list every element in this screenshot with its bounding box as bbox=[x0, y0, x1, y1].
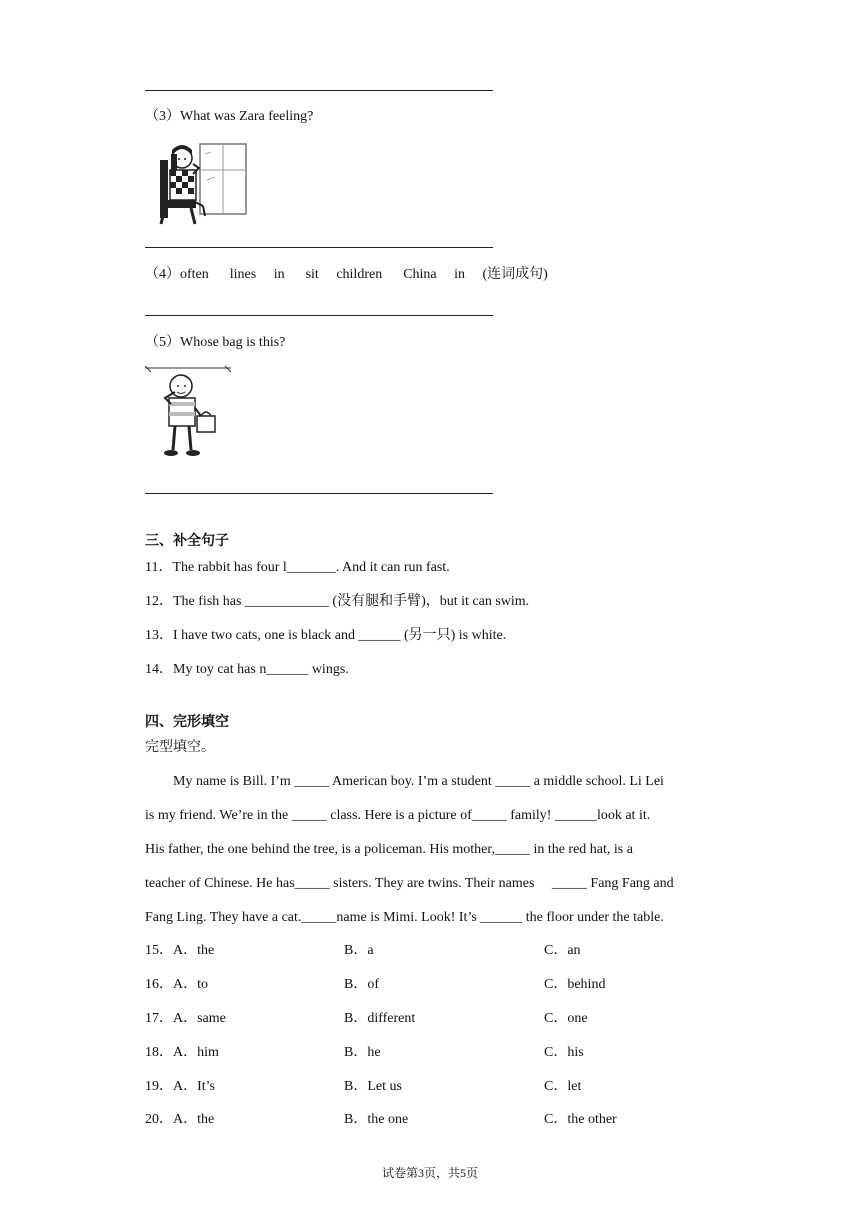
answer-line-5 bbox=[145, 493, 493, 494]
page-footer: 试卷第3页，共5页 bbox=[381, 1166, 478, 1180]
option-c[interactable]: C．behind bbox=[544, 977, 606, 992]
question-number: 20． bbox=[145, 1112, 173, 1127]
question-number: 16． bbox=[145, 977, 173, 992]
option-c[interactable]: C．one bbox=[544, 1011, 588, 1026]
passage-line-4: teacher of Chinese. He has_____ sisters. They are twins. Their names _____ Fang Fang and bbox=[145, 876, 674, 891]
question-11: 11．The rabbit has four l_______. And it can run fast. bbox=[145, 560, 450, 575]
option-a[interactable]: A．the bbox=[173, 1112, 215, 1127]
option-b[interactable]: B．he bbox=[344, 1045, 381, 1060]
question-4: （4）often lines in sit children China in (连词成句) bbox=[145, 267, 548, 282]
option-c[interactable]: C．the other bbox=[544, 1112, 617, 1127]
question-14: 14．My toy cat has n______ wings. bbox=[145, 662, 349, 677]
question-13: 13．I have two cats, one is black and ______ (另一只) is white. bbox=[145, 628, 507, 643]
option-c[interactable]: C．his bbox=[544, 1045, 584, 1060]
option-row-20 bbox=[145, 1111, 214, 1129]
question-5: （5）Whose bag is this? bbox=[145, 335, 286, 350]
passage-line-1: My name is Bill. I’m _____ American boy. I’m a student _____ a middle school. Li Lei bbox=[145, 774, 664, 789]
option-row-16 bbox=[145, 976, 208, 994]
question-number: 19． bbox=[145, 1079, 173, 1094]
option-row-17 bbox=[145, 1010, 226, 1028]
option-row-15 bbox=[145, 942, 214, 960]
option-b[interactable]: B．Let us bbox=[344, 1079, 402, 1094]
option-b[interactable]: B．a bbox=[344, 943, 374, 958]
option-row-18 bbox=[145, 1044, 219, 1062]
option-a[interactable]: A．the bbox=[173, 943, 215, 958]
answer-line-2 bbox=[145, 90, 493, 91]
question-number: 17． bbox=[145, 1011, 173, 1026]
question-12: 12．The fish has ____________ (没有腿和手臂)，but it can swim. bbox=[145, 594, 530, 609]
section-3-title: 三、补全句子 bbox=[145, 533, 229, 549]
section-4-instruction: 完型填空。 bbox=[145, 740, 215, 755]
question-3: （3）What was Zara feeling? bbox=[145, 109, 314, 124]
option-b[interactable]: B．of bbox=[344, 977, 379, 992]
girl-on-chair-picture bbox=[155, 140, 250, 226]
section-4-title: 四、完形填空 bbox=[145, 714, 229, 730]
passage-line-5: Fang Ling. They have a cat._____name is Mimi. Look! It’s ______ the floor under the table. bbox=[145, 910, 664, 925]
option-b[interactable]: B．different bbox=[344, 1011, 416, 1026]
passage-line-2: is my friend. We’re in the _____ class. Here is a picture of_____ family! ______look at it. bbox=[145, 808, 651, 823]
question-number: 15． bbox=[145, 943, 173, 958]
answer-line-3 bbox=[145, 247, 493, 248]
option-a[interactable]: A．same bbox=[173, 1011, 226, 1026]
option-c[interactable]: C．an bbox=[544, 943, 581, 958]
option-a[interactable]: A．him bbox=[173, 1045, 219, 1060]
passage-line-3: His father, the one behind the tree, is a policeman. His mother,_____ in the red hat, is a bbox=[145, 842, 633, 857]
option-c[interactable]: C．let bbox=[544, 1079, 582, 1094]
question-number: 18． bbox=[145, 1045, 173, 1060]
option-a[interactable]: A．It’s bbox=[173, 1079, 215, 1094]
option-a[interactable]: A．to bbox=[173, 977, 208, 992]
option-row-19 bbox=[145, 1078, 215, 1096]
option-b[interactable]: B．the one bbox=[344, 1112, 409, 1127]
boy-with-bag-picture bbox=[145, 364, 233, 462]
answer-line-4 bbox=[145, 315, 493, 316]
